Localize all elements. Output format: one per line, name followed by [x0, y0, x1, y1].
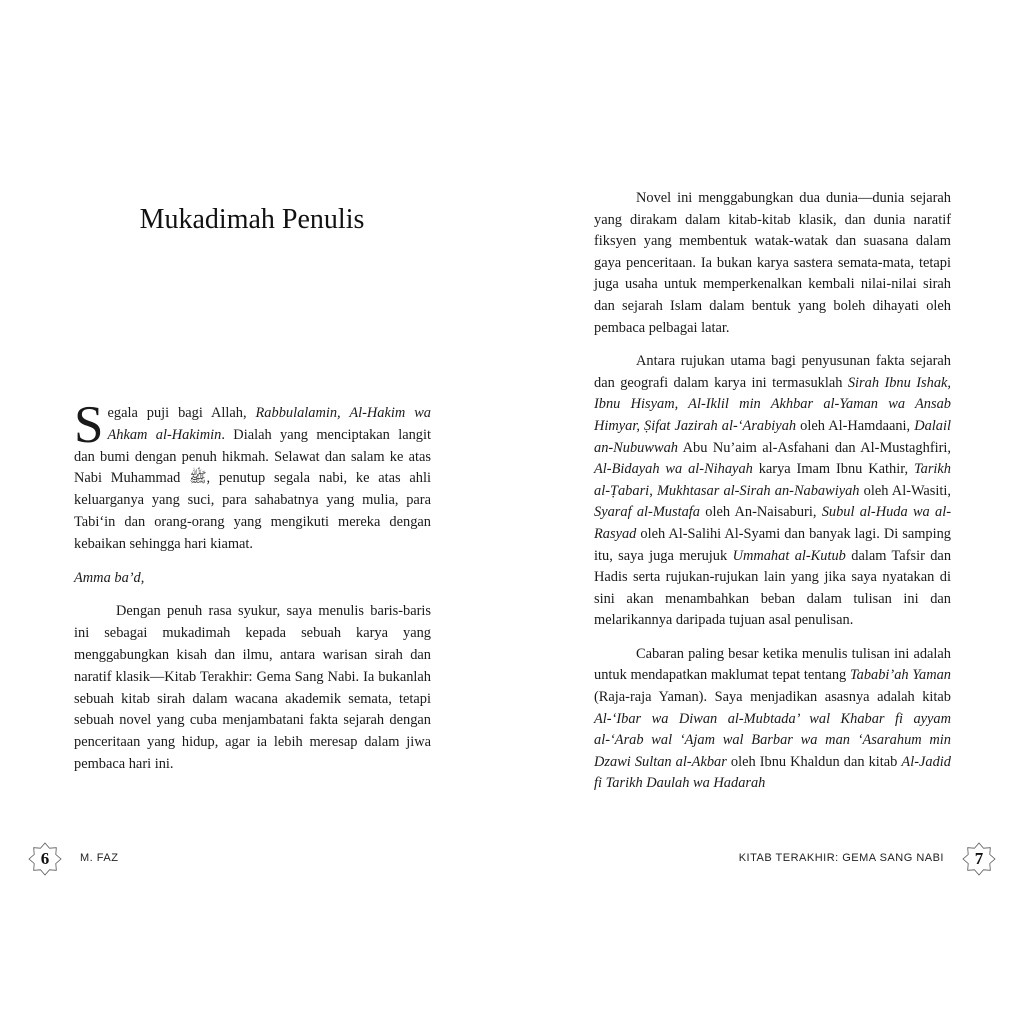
page-number-left: 6	[40, 849, 50, 868]
right-paragraph-1: Novel ini menggabungkan dua dunia—dunia sejarah yang dirakam dalam kitab-kitab klasik, dan dunia naratif fiksyen yang membentuk watak-watak dan suasana dalam gaya penceritaan. Ia bukan karya sastera semata-mata, tetapi juga usaha untuk memperkenalkan kembali nilai-nilai sirah dan sejarah Islam dalam bentuk yang boleh dihayati oleh pembaca pelbagai latar.	[594, 190, 951, 336]
drop-cap: S	[74, 396, 104, 454]
opening-paragraph-text: egala puji bagi Allah, Rabbulalamin, Al-Hakim wa Ahkam al-Hakimin. Dialah yang menciptakan langit dan bumi dengan penuh hikmah. Selawat dan salam ke atas Nabi Muhammad ﷺ, penutup segala nabi, ke atas ahli keluarganya yang suci, para sahabatnya yang mulia, para Tabi‘in dan orang-orang yang mengikuti mereka dengan kebaikan sehingga hari kiamat.	[74, 405, 431, 552]
amma-bad-text: Amma ba’d,	[74, 569, 145, 586]
right-page	[512, 0, 1024, 1024]
opening-paragraph	[74, 396, 431, 556]
page-title: Mukadimah Penulis	[139, 204, 365, 235]
page-number-badge-right	[962, 842, 996, 876]
page-number-right: 7	[974, 849, 984, 868]
amma-bad-line	[74, 568, 431, 590]
left-body-text	[74, 396, 431, 776]
running-head-author: M. FAZ	[80, 852, 119, 864]
second-paragraph: Dengan penuh rasa syukur, saya menulis baris-baris ini sebagai mukadimah kepada sebuah karya yang menggabungkan kisah dan ilmu, antara warisan sirah dan naratif klasik—Kitab Terakhir: Gema Sang Nabi. Ia bukanlah sebuah kitab sirah dalam wacana akademik semata, tetapi sebuah novel yang cuba menjambatani fakta sejarah dengan penceritaan yang hidup, agar ia lebih meresap dalam jiwa pembaca hari ini.	[74, 603, 431, 772]
page-number-badge-left	[28, 842, 62, 876]
right-body-text	[594, 188, 951, 795]
right-paragraph-3: Cabaran paling besar ketika menulis tulisan ini adalah untuk mendapatkan maklumat tepat tentang Tababi’ah Yaman (Raja-raja Yaman). Saya menjadikan asasnya adalah kitab Al-‘Ibar wa Diwan al-Mubtada’ wal Khabar fi ayyam al-‘Arab wal ‘Ajam wal Barbar wa man ‘Asarahum min Dzawi Sultan al-Akbar oleh Ibnu Khaldun dan kitab Al-Jadid fi Tarikh Daulah wa Hadarah	[594, 645, 951, 792]
right-paragraph-2: Antara rujukan utama bagi penyusunan fakta sejarah dan geografi dalam karya ini termasuklah Sirah Ibnu Ishak, Ibnu Hisyam, Al-Iklil min Akhbar al-Yaman wa Ansab Himyar, Ṣifat Jazirah al-‘Arabiyah oleh Al-Hamdaani, Dalail an-Nubuwwah Abu Nu’aim al-Asfahani dan Al-Mustaghfiri, Al-Bidayah wa al-Nihayah karya Imam Ibnu Kathir, Tarikh al-Ṭabari, Mukhtasar al-Sirah an-Nabawiyah oleh Al-Wasiti, Syaraf al-Mustafa oleh An-Naisaburi, Subul al-Huda wa al-Rasyad oleh Al-Salihi Al-Syami dan banyak lagi. Di samping itu, saya juga merujuk Ummahat al-Kutub dalam Tafsir dan Hadis serta rujukan-rujukan lain yang jika saya nyatakan di sini akan menambahkan beban dalam tulisan ini dan melarikannya daripada tujuan asal penulisan.	[594, 353, 952, 629]
running-head-title: KITAB TERAKHIR: GEMA SANG NABI	[738, 852, 944, 864]
